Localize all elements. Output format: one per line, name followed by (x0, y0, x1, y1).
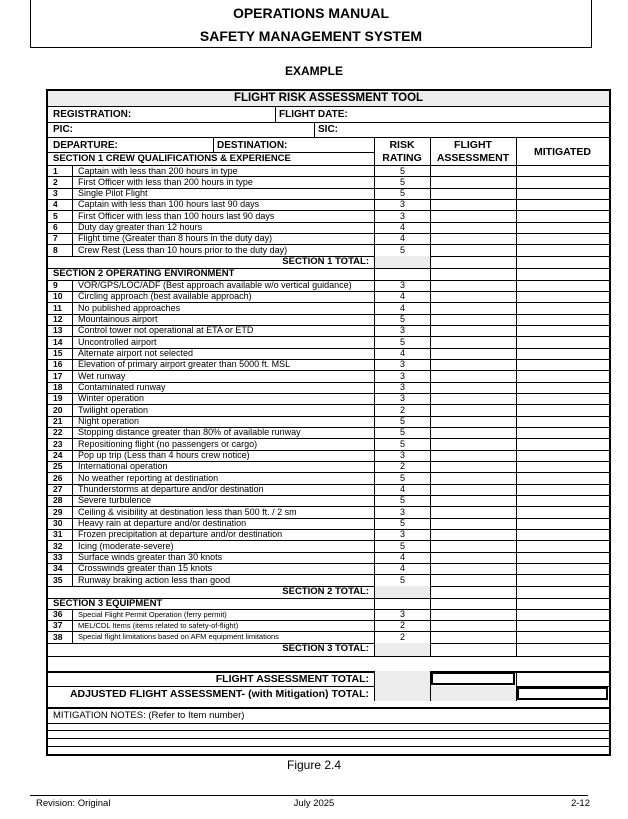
flight-assessment-input[interactable] (431, 349, 515, 358)
item-number: 12 (53, 314, 63, 325)
item-description: No published approaches (78, 302, 181, 313)
mitigated-input[interactable] (517, 507, 608, 516)
risk-rating-value: 4 (399, 233, 405, 244)
grid-line (48, 137, 609, 138)
mitigated-input[interactable] (517, 281, 608, 290)
mitigated-input[interactable] (517, 405, 608, 414)
section-1-total-input[interactable] (431, 257, 515, 267)
item-number: 26 (53, 472, 63, 483)
sic-label: SIC: (318, 124, 338, 135)
grid-line (275, 106, 276, 122)
item-description: No weather reporting at destination (78, 472, 219, 483)
section-3-header: SECTION 3 EQUIPMENT (53, 597, 163, 609)
mitigated-input[interactable] (517, 349, 608, 358)
item-number: 37 (53, 620, 63, 631)
risk-rating-value: 3 (399, 506, 405, 517)
item-description: Thunderstorms at departure and/or destination (78, 484, 264, 495)
item-description: Special Flight Permit Operation (ferry permit) (78, 609, 227, 619)
manual-subtitle: SAFETY MANAGEMENT SYSTEM (199, 28, 423, 44)
risk-rating-value: 3 (399, 370, 405, 381)
section-total-risk-shade (374, 256, 430, 268)
flight-assessment-input[interactable] (431, 439, 515, 448)
item-number: 18 (53, 382, 63, 393)
mitigated-input[interactable] (517, 564, 608, 573)
grid-line (516, 137, 517, 656)
flight-assessment-input[interactable] (431, 223, 515, 232)
item-description: Crew Rest (Less than 10 hours prior to the duty day) (78, 244, 288, 255)
grid-line (314, 122, 315, 137)
pic-label: PIC: (53, 124, 73, 135)
risk-rating-value: 3 (399, 280, 405, 291)
risk-rating-value: 3 (399, 199, 405, 210)
mitigated-input[interactable] (517, 371, 608, 380)
grid-line (430, 671, 431, 701)
item-description: Mountainous airport (78, 314, 158, 325)
pic-field[interactable] (78, 123, 308, 136)
flight-assessment-input[interactable] (431, 530, 515, 539)
item-number: 8 (53, 244, 58, 255)
mitigated-input[interactable] (517, 485, 608, 494)
grid-line (48, 746, 609, 747)
item-description: Twilight operation (78, 404, 149, 415)
risk-rating-value: 5 (399, 540, 405, 551)
flight-date-label: FLIGHT DATE: (279, 109, 348, 120)
risk-rating-value: 5 (399, 438, 405, 449)
item-number: 14 (53, 336, 63, 347)
item-number: 1 (53, 165, 58, 176)
item-description: Ceiling & visibility at destination less than 500 ft. / 2 sm (78, 506, 297, 517)
example-label: EXAMPLE (284, 64, 343, 78)
mitigated-input[interactable] (517, 200, 608, 209)
flight-assessment-input[interactable] (431, 621, 515, 630)
mitigated-input[interactable] (517, 166, 608, 175)
risk-rating-header: RISK (389, 139, 415, 151)
flight-assessment-input[interactable] (431, 405, 515, 414)
item-number: 33 (53, 552, 63, 563)
flight-assessment-input[interactable] (431, 610, 515, 619)
risk-rating-value: 5 (399, 244, 405, 255)
item-description: Duty day greater than 12 hours (78, 222, 203, 233)
item-description: Stopping distance greater than 80% of available runway (78, 427, 301, 438)
risk-rating-value: 5 (399, 427, 405, 438)
grid-line (374, 137, 375, 656)
flight-assessment-input[interactable] (431, 166, 515, 175)
risk-rating-value: 4 (399, 552, 405, 563)
registration-field[interactable] (138, 107, 273, 121)
risk-rating-value: 2 (399, 461, 405, 472)
item-description: Severe turbulence (78, 495, 152, 506)
mitigated-input[interactable] (517, 223, 608, 232)
flight-total-risk-shade (374, 671, 430, 686)
item-description: Circling approach (best available approach) (78, 291, 252, 302)
adjusted-total-shade (374, 686, 516, 701)
section-2-total-input[interactable] (431, 587, 515, 597)
flight-assessment-input[interactable] (431, 496, 515, 505)
item-number: 34 (53, 563, 63, 574)
item-number: 4 (53, 199, 58, 210)
item-description: Captain with less than 100 hours last 90 days (78, 199, 260, 210)
item-description: Elevation of primary airport greater than 5000 ft. MSL (78, 359, 291, 370)
risk-rating-value: 5 (399, 416, 405, 427)
manual-header (30, 0, 592, 48)
item-description: Repositioning flight (no passengers or cargo) (78, 438, 258, 449)
item-description: First Officer with less than 200 hours in type (78, 176, 253, 187)
item-description: Captain with less than 200 hours in type (78, 165, 238, 176)
grid-line (430, 137, 431, 656)
mitigated-input[interactable] (517, 234, 608, 243)
item-description: Single Pilot Flight (78, 188, 148, 199)
flight-assessment-input[interactable] (431, 519, 515, 528)
risk-rating-value: 5 (399, 165, 405, 176)
item-number: 6 (53, 222, 58, 233)
grid-line (48, 730, 609, 731)
risk-rating-value: 5 (399, 336, 405, 347)
item-description: Contaminated runway (78, 382, 166, 393)
item-description: International operation (78, 461, 168, 472)
flight-assessment-input[interactable] (431, 541, 515, 550)
flight-date-field[interactable] (353, 107, 603, 121)
footer-date: July 2025 (293, 798, 335, 809)
flight-assessment-input[interactable] (431, 337, 515, 346)
grid-line (72, 609, 73, 643)
mitigated-input[interactable] (517, 428, 608, 437)
item-number: 24 (53, 450, 63, 461)
risk-rating-value: 3 (399, 609, 405, 620)
form-title: FLIGHT RISK ASSESSMENT TOOL (233, 92, 424, 104)
item-number: 28 (53, 495, 63, 506)
item-description: Control tower not operational at ETA or ETD (78, 325, 254, 336)
item-description: Special flight limitations based on AFM equipment limitations (78, 632, 279, 642)
section-1-header: SECTION 1 CREW QUALIFICATIONS & EXPERIENCE (53, 153, 291, 164)
flight-assessment-input[interactable] (431, 485, 515, 494)
risk-rating-value: 3 (399, 210, 405, 221)
item-description: Winter operation (78, 393, 145, 404)
risk-rating-value: 2 (399, 404, 405, 415)
flight-assessment-input[interactable] (431, 360, 515, 369)
risk-rating-value: 3 (399, 325, 405, 336)
figure-caption: Figure 2.4 (286, 758, 342, 772)
flight-assessment-total-box[interactable] (431, 672, 515, 685)
risk-rating-value: 5 (399, 472, 405, 483)
flight-assessment-input[interactable] (431, 428, 515, 437)
risk-rating-value: 5 (399, 495, 405, 506)
risk-rating-value: 3 (399, 382, 405, 393)
mitigated-input[interactable] (517, 541, 608, 550)
item-description: Wet runway (78, 370, 126, 381)
section-3-total-input[interactable] (431, 644, 515, 655)
mitigated-input[interactable] (517, 360, 608, 369)
section-3-total-label: SECTION 3 TOTAL: (282, 643, 369, 655)
risk-rating-value: 5 (399, 574, 405, 585)
item-number: 11 (53, 302, 62, 313)
item-number: 13 (53, 325, 63, 336)
destination-label: DESTINATION: (217, 140, 288, 151)
item-number: 15 (53, 348, 63, 359)
item-description: Alternate airport not selected (78, 348, 194, 359)
mitigated-input[interactable] (517, 610, 608, 619)
mitigated-input[interactable] (517, 439, 608, 448)
item-number: 2 (53, 176, 58, 187)
flight-assessment-header: FLIGHT (454, 139, 492, 151)
flight-assessment-input[interactable] (431, 200, 515, 209)
flight-assessment-input[interactable] (431, 211, 515, 220)
flight-assessment-input[interactable] (431, 507, 515, 516)
grid-line (48, 656, 609, 657)
item-number: 19 (53, 393, 63, 404)
mitigated-input[interactable] (517, 315, 608, 324)
item-number: 7 (53, 233, 58, 244)
item-description: MEL/CDL Items (items related to safety-of-flight) (78, 620, 239, 630)
risk-rating-value: 5 (399, 188, 405, 199)
item-number: 36 (53, 609, 63, 620)
item-number: 30 (53, 518, 63, 529)
departure-label: DEPARTURE: (53, 140, 118, 151)
flight-assessment-input[interactable] (431, 575, 515, 584)
section-total-risk-shade (374, 643, 430, 656)
flight-assessment-input[interactable] (431, 292, 515, 301)
flight-assessment-input[interactable] (431, 234, 515, 243)
flight-assessment-input[interactable] (431, 473, 515, 482)
flight-assessment-input[interactable] (431, 417, 515, 426)
item-number: 22 (53, 427, 63, 438)
item-number: 38 (53, 631, 63, 642)
flight-assessment-input[interactable] (431, 383, 515, 392)
manual-title: OPERATIONS MANUAL (232, 5, 390, 21)
sic-field[interactable] (343, 123, 603, 136)
mitigated-input[interactable] (517, 575, 608, 584)
risk-rating-value: 4 (399, 222, 405, 233)
mitigated-input[interactable] (517, 632, 608, 641)
mitigated-input[interactable] (517, 337, 608, 346)
item-description: Heavy rain at departure and/or destination (78, 518, 247, 529)
flight-assessment-input[interactable] (431, 281, 515, 290)
mitigated-input[interactable] (517, 394, 608, 403)
item-description: Flight time (Greater than 8 hours in the duty day) (78, 233, 273, 244)
item-description: Icing (moderate-severe) (78, 540, 174, 551)
flight-assessment-input[interactable] (431, 564, 515, 573)
grid-line (72, 165, 73, 256)
mitigation-notes-label: MITIGATION NOTES: (Refer to Item number) (53, 709, 245, 721)
mitigated-input[interactable] (517, 473, 608, 482)
mitigated-input[interactable] (517, 177, 608, 186)
risk-rating-value: 2 (399, 620, 405, 631)
flight-assessment-input[interactable] (431, 326, 515, 335)
risk-rating-value: 4 (399, 484, 405, 495)
footer-revision: Revision: Original (36, 798, 111, 809)
item-description: Frozen precipitation at departure and/or destination (78, 529, 283, 540)
item-number: 35 (53, 574, 63, 585)
risk-rating-value: 4 (399, 563, 405, 574)
registration-label: REGISTRATION: (53, 109, 132, 120)
item-description: Uncontrolled airport (78, 336, 157, 347)
footer-page-number: 2-12 (570, 798, 590, 809)
risk-rating-value: 3 (399, 450, 405, 461)
flight-assessment-input[interactable] (431, 303, 515, 312)
mitigated-header: MITIGATED (534, 146, 591, 158)
mitigated-input[interactable] (517, 383, 608, 392)
item-description: Surface winds greater than 30 knots (78, 552, 223, 563)
item-number: 5 (53, 210, 58, 221)
risk-rating-value: 3 (399, 529, 405, 540)
mitigated-input[interactable] (517, 189, 608, 198)
adjusted-assessment-total-box[interactable] (517, 687, 608, 700)
item-number: 3 (53, 188, 58, 199)
risk-rating-value: 4 (399, 302, 405, 313)
mitigated-input[interactable] (517, 530, 608, 539)
item-number: 25 (53, 461, 63, 472)
item-description: Night operation (78, 416, 140, 427)
item-number: 16 (53, 359, 63, 370)
grid-line (516, 671, 517, 701)
section-2-total-label: SECTION 2 TOTAL: (282, 586, 369, 598)
item-description: Crosswinds greater than 15 knots (78, 563, 213, 574)
risk-assessment-form (46, 89, 611, 756)
grid-line (48, 707, 609, 709)
flight-assessment-input[interactable] (431, 371, 515, 380)
adjusted-assessment-total-label: ADJUSTED FLIGHT ASSESSMENT- (with Mitigation) TOTAL: (69, 687, 369, 700)
risk-rating-value: 4 (399, 348, 405, 359)
item-number: 21 (53, 416, 63, 427)
flight-assessment-input[interactable] (431, 315, 515, 324)
flight-assessment-input[interactable] (431, 177, 515, 186)
item-number: 10 (53, 291, 63, 302)
risk-rating-header: RATING (382, 152, 422, 164)
section-total-risk-shade (374, 586, 430, 598)
flight-assessment-input[interactable] (431, 553, 515, 562)
item-description: First Officer with less than 100 hours last 90 days (78, 210, 275, 221)
risk-rating-value: 3 (399, 359, 405, 370)
mitigated-input[interactable] (517, 462, 608, 471)
flight-assessment-header: ASSESSMENT (436, 152, 510, 164)
mitigated-input[interactable] (517, 496, 608, 505)
grid-line (72, 280, 73, 586)
mitigated-input[interactable] (517, 553, 608, 562)
section-2-header: SECTION 2 OPERATING ENVIRONMENT (53, 267, 235, 279)
mitigated-input[interactable] (517, 303, 608, 312)
risk-rating-value: 5 (399, 314, 405, 325)
flight-assessment-total-label: FLIGHT ASSESSMENT TOTAL: (215, 672, 369, 685)
item-number: 27 (53, 484, 63, 495)
mitigated-input[interactable] (517, 326, 608, 335)
mitigated-input[interactable] (517, 245, 608, 254)
grid-line (48, 723, 609, 724)
item-number: 32 (53, 540, 63, 551)
mitigated-input[interactable] (517, 292, 608, 301)
grid-line (48, 738, 609, 739)
item-number: 31 (53, 529, 63, 540)
flight-assessment-input[interactable] (431, 245, 515, 254)
risk-rating-value: 5 (399, 518, 405, 529)
risk-rating-value: 2 (399, 631, 405, 642)
item-number: 9 (53, 280, 58, 291)
grid-line (374, 671, 375, 701)
item-number: 23 (53, 438, 63, 449)
mitigated-input[interactable] (517, 211, 608, 220)
section-1-total-label: SECTION 1 TOTAL: (282, 256, 369, 268)
risk-rating-value: 5 (399, 176, 405, 187)
flight-assessment-input[interactable] (431, 632, 515, 641)
risk-rating-value: 3 (399, 393, 405, 404)
flight-assessment-input[interactable] (431, 394, 515, 403)
flight-assessment-input[interactable] (431, 451, 515, 460)
mitigated-input[interactable] (517, 417, 608, 426)
risk-rating-value: 4 (399, 291, 405, 302)
item-number: 29 (53, 506, 63, 517)
footer-divider (30, 795, 588, 796)
grid-line (213, 137, 214, 152)
mitigated-input[interactable] (517, 621, 608, 630)
item-description: Pop up trip (Less than 4 hours crew notice) (78, 450, 250, 461)
item-number: 20 (53, 404, 63, 415)
item-number: 17 (53, 370, 63, 381)
flight-assessment-input[interactable] (431, 462, 515, 471)
item-description: VOR/GPS/LOC/ADF (Best approach available w/o vertical guidance) (78, 280, 352, 291)
mitigated-input[interactable] (517, 451, 608, 460)
item-description: Runway braking action less than good (78, 574, 231, 585)
mitigated-input[interactable] (517, 519, 608, 528)
flight-assessment-input[interactable] (431, 189, 515, 198)
